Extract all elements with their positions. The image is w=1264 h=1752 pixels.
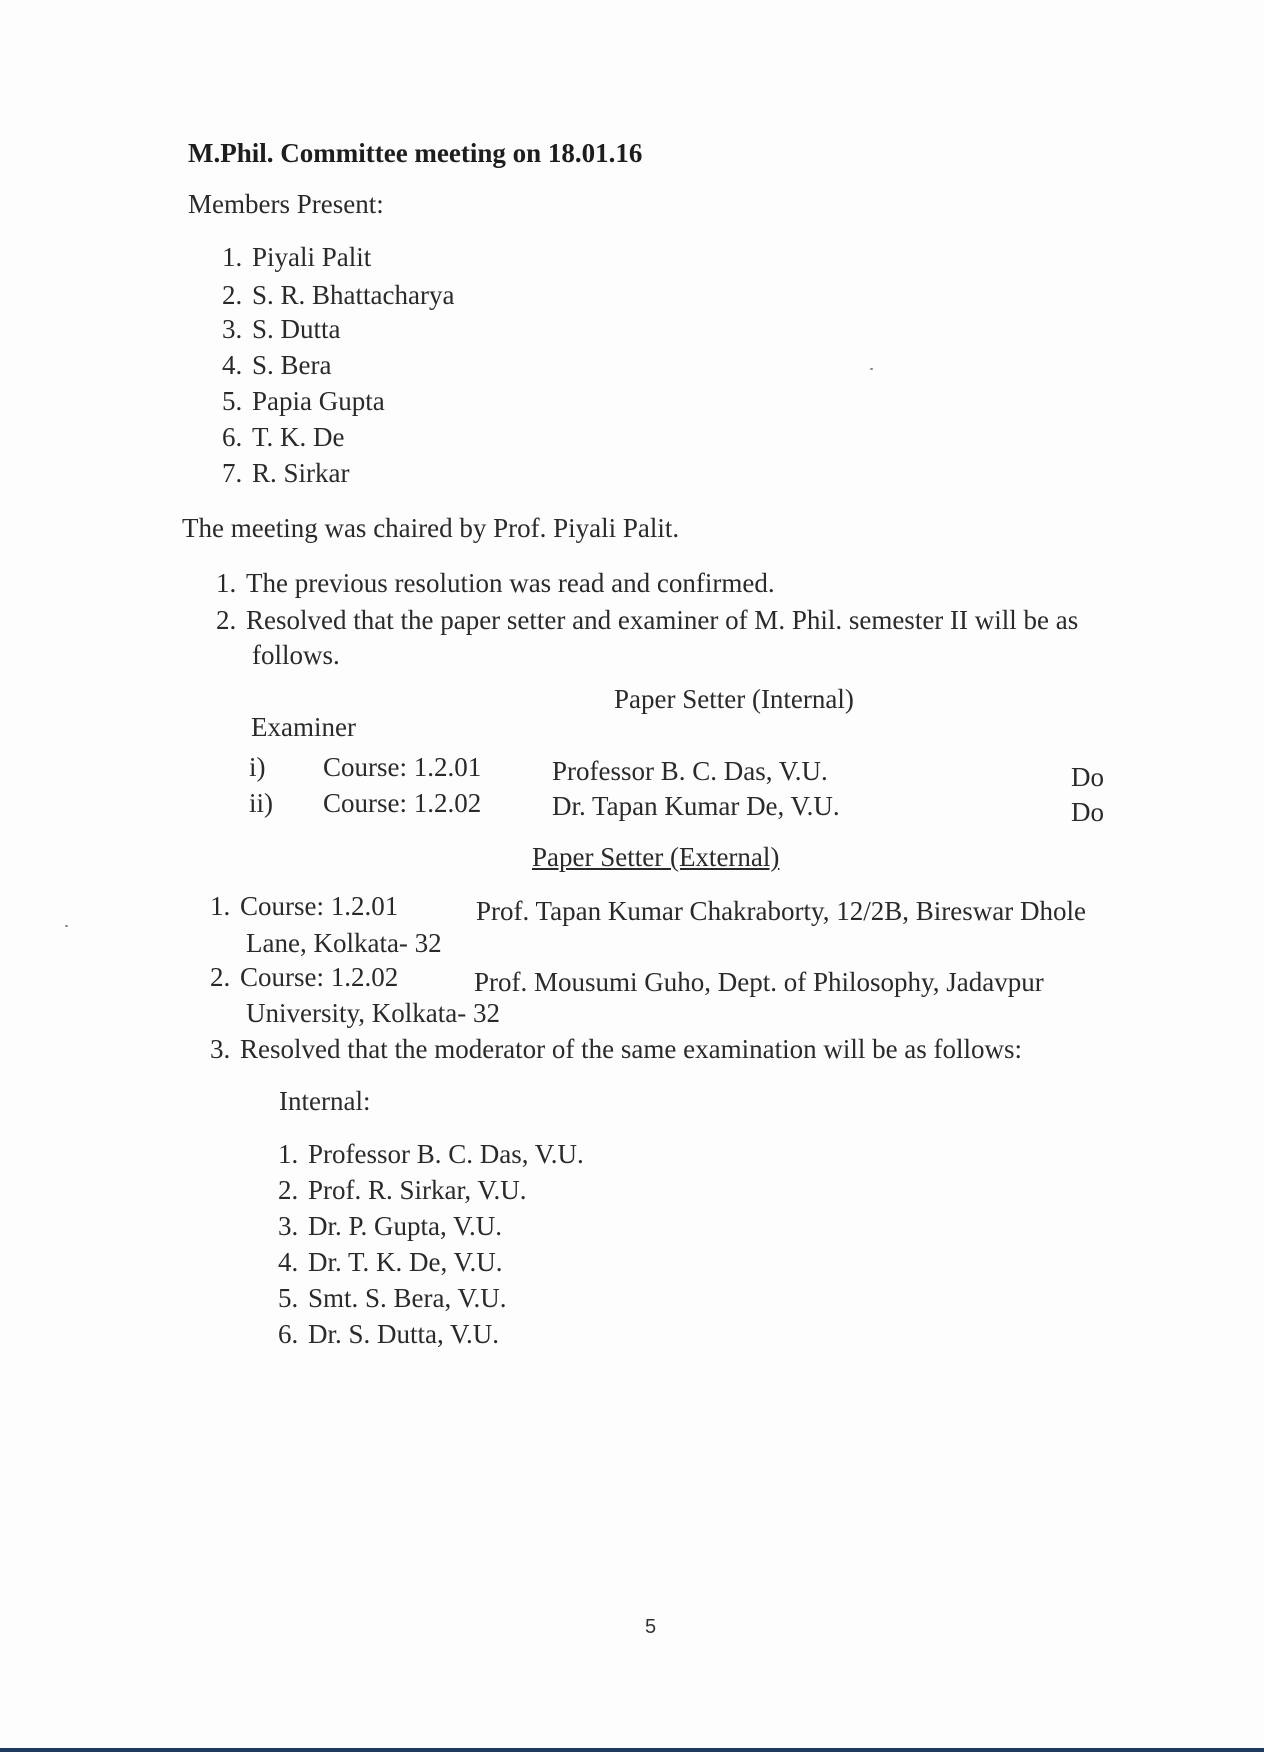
row-examiner: Do [1071,762,1104,792]
external-setter: Prof. Mousumi Guho, Dept. of Philosophy, Jadavpur [474,967,1044,997]
external-item [210,962,398,993]
moderator-number: 4. [278,1247,299,1277]
member-number: 2. [222,280,243,310]
moderator-name: Prof. R. Sirkar, V.U. [308,1175,527,1205]
member-name: Piyali Palit [252,242,372,272]
member-name: S. R. Bhattacharya [252,280,455,310]
member-number: 6. [222,422,243,452]
row-numeral: i) [249,752,266,782]
member-name: S. Dutta [252,314,341,344]
member-number: 7. [222,458,243,488]
member-name: R. Sirkar [252,458,350,488]
resolution-number: 2. [216,605,237,635]
moderator-number: 6. [278,1319,299,1349]
member-item [222,386,385,417]
external-setter-continued: Lane, Kolkata- 32 [246,928,442,958]
member-number: 1. [222,242,243,272]
member-item [222,280,454,311]
resolution-text: Resolved that the moderator of the same examination will be as follows: [240,1034,1023,1064]
external-course: Course: 1.2.02 [240,962,399,992]
resolution-number: 1. [216,568,237,598]
external-course: Course: 1.2.01 [240,891,399,921]
table-row-course [249,752,481,783]
member-item [222,242,371,273]
paper-setter-internal-heading: Paper Setter (Internal) [614,684,854,714]
scan-speck [65,925,68,927]
external-number: 2. [210,962,231,992]
resolution-number: 3. [210,1034,231,1064]
external-setter: Prof. Tapan Kumar Chakraborty, 12/2B, Bireswar Dhole [476,896,1086,926]
scan-edge-line [0,1748,1264,1752]
row-numeral: ii) [249,788,273,818]
moderator-item [278,1283,507,1314]
moderator-item [278,1139,584,1170]
moderator-name: Dr. S. Dutta, V.U. [308,1319,500,1349]
moderator-number: 2. [278,1175,299,1205]
resolution-text: The previous resolution was read and confirmed. [246,568,775,598]
resolution-text-continued: follows. [252,640,340,670]
moderator-item [278,1319,499,1350]
member-item [222,350,331,381]
table-row-course [249,788,481,819]
resolution-text: Resolved that the paper setter and examiner of M. Phil. semester II will be as [246,605,1079,635]
member-item [222,422,344,453]
scan-speck [870,368,873,370]
member-number: 5. [222,386,243,416]
resolution-item [210,1034,1022,1065]
moderator-name: Professor B. C. Das, V.U. [308,1139,584,1169]
page-number: 5 [645,1616,657,1638]
external-setter-continued: University, Kolkata- 32 [246,998,500,1028]
member-name: T. K. De [252,422,345,452]
resolution-item [216,568,775,599]
member-number: 4. [222,350,243,380]
meeting-title: M.Phil. Committee meeting on 18.01.16 [188,138,643,168]
row-setter: Dr. Tapan Kumar De, V.U. [552,791,840,821]
external-item [210,891,398,922]
member-item [222,314,341,345]
row-examiner: Do [1071,797,1104,827]
external-number: 1. [210,891,231,921]
chair-sentence: The meeting was chaired by Prof. Piyali Palit. [182,513,680,543]
row-course: Course: 1.2.02 [323,788,482,818]
resolution-item [216,605,1078,636]
moderator-name: Smt. S. Bera, V.U. [308,1283,507,1313]
moderator-item [278,1175,526,1206]
paper-setter-external-heading: Paper Setter (External) [532,842,780,872]
moderator-number: 1. [278,1139,299,1169]
member-item [222,458,350,489]
moderator-number: 5. [278,1283,299,1313]
row-setter: Professor B. C. Das, V.U. [552,756,828,786]
row-course: Course: 1.2.01 [323,752,482,782]
member-name: S. Bera [252,350,332,380]
member-name: Papia Gupta [252,386,385,416]
members-heading: Members Present: [188,189,384,219]
moderator-name: Dr. T. K. De, V.U. [308,1247,503,1277]
member-number: 3. [222,314,243,344]
moderator-name: Dr. P. Gupta, V.U. [308,1211,503,1241]
moderator-number: 3. [278,1211,299,1241]
moderators-heading: Internal: [279,1086,371,1116]
moderator-item [278,1211,502,1242]
examiner-heading: Examiner [251,712,356,742]
moderator-item [278,1247,503,1278]
